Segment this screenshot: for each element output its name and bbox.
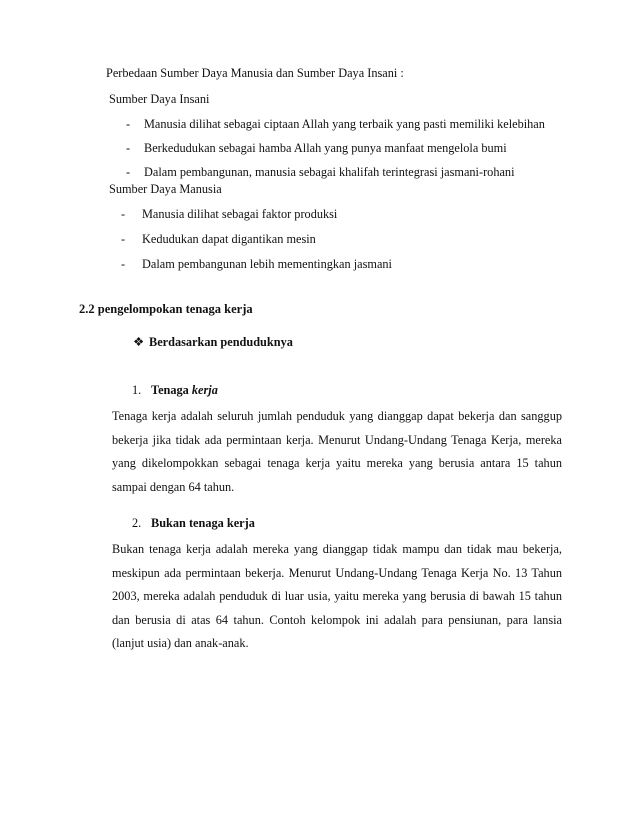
intro-text: Perbedaan Sumber Daya Manusia dan Sumber Daya Insani :	[106, 66, 404, 80]
heading-sumber-daya-insani: Sumber Daya Insani	[109, 92, 210, 106]
diamond-bullet-icon: ❖	[133, 335, 145, 349]
paragraph-line: bekerja jika tidak ada permintaan kerja. Menurut Undang-Undang Tenaga Kerja, mereka	[112, 432, 562, 447]
paragraph-line: yang dikelompokkan sebagai tenaga kerja yaitu mereka yang berusia antara 15 tahun	[112, 456, 562, 470]
dash-bullet: -	[121, 207, 126, 221]
subsection-label: Berdasarkan penduduknya	[149, 335, 293, 349]
subsection-heading	[133, 335, 293, 350]
dash-bullet: -	[126, 117, 131, 131]
heading-sumber-daya-manusia: Sumber Daya Manusia	[109, 182, 222, 196]
paragraph-line: sampai dengan 64 tahun.	[112, 479, 235, 494]
dash-bullet: -	[126, 141, 131, 155]
item2-paragraph	[112, 538, 562, 656]
paragraph-line: 2003, mereka adalah penduduk di luar usia, yaitu mereka yang berusia di bawah 15 tahun	[112, 589, 562, 603]
section-title: 2.2 pengelompokan tenaga kerja	[79, 302, 253, 316]
list-item-text: Manusia dilihat sebagai ciptaan Allah yang terbaik yang pasti memiliki kelebihan	[144, 117, 545, 131]
item1-number: 1.	[132, 383, 142, 397]
dash-bullet: -	[121, 232, 126, 246]
list-item-text: Dalam pembangunan lebih mementingkan jasmani	[142, 257, 392, 271]
dash-bullet: -	[126, 165, 131, 179]
list-item-text: Kedudukan dapat digantikan mesin	[142, 232, 316, 246]
item1-title: Tenaga	[151, 383, 192, 397]
paragraph-line: Tenaga kerja adalah seluruh jumlah penduduk yang dianggap dapat bekerja dan sanggup	[112, 409, 562, 423]
item2-heading	[132, 516, 255, 531]
dash-bullet: -	[121, 257, 126, 271]
paragraph-line: (lanjut usia) dan anak-anak.	[112, 636, 249, 650]
item1-heading	[132, 383, 218, 398]
list-item-text: Dalam pembangunan, manusia sebagai khalifah terintegrasi jasmani-rohani	[144, 165, 515, 179]
paragraph-line: dan berusia di atas 64 tahun. Contoh kelompok ini adalah para pensiunan, para lansia	[112, 612, 562, 627]
item2-title: Bukan tenaga kerja	[151, 516, 255, 530]
paragraph-line: Bukan tenaga kerja adalah mereka yang dianggap tidak mampu dan tidak mau bekerja,	[112, 542, 562, 556]
list-item-text: Manusia dilihat sebagai faktor produksi	[142, 207, 338, 221]
item1-title-italic: kerja	[191, 383, 218, 397]
paragraph-line: meskipun ada permintaan bekerja. Menurut Undang-Undang Tenaga Kerja No. 13 Tahun	[112, 565, 562, 580]
item1-paragraph	[112, 405, 562, 499]
list-item-text: Berkedudukan sebagai hamba Allah yang punya manfaat mengelola bumi	[144, 141, 507, 155]
item2-number: 2.	[132, 516, 142, 530]
